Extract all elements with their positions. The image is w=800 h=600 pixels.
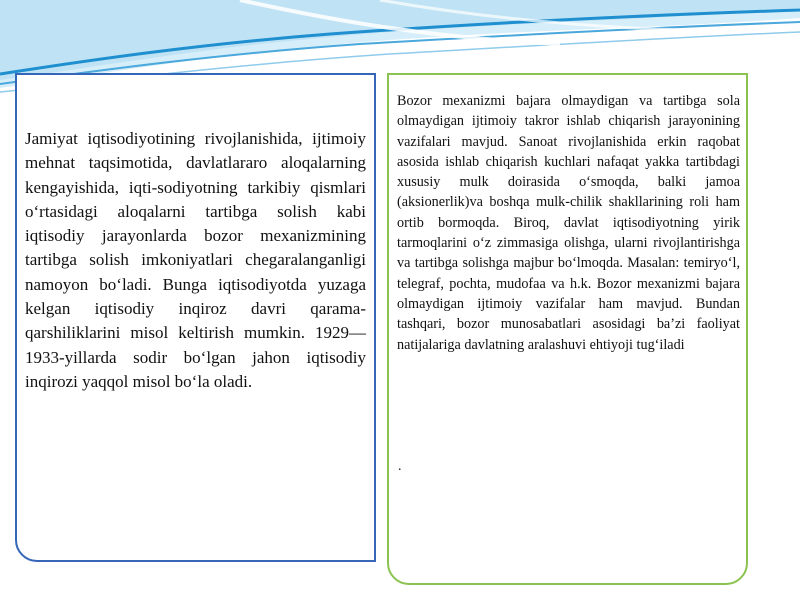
right-panel-trailing-mark: . <box>398 459 402 474</box>
right-text-panel <box>387 73 748 585</box>
left-text-panel <box>15 73 376 562</box>
left-panel-text: Jamiyat iqtisodiyotining rivojlanishida, ijtimoiy mehnat taqsimotida, davlatlararo aloqalarning kengayishida, iqti-sodiyotning tarkibiy qismlari o‘rtasidagi aloqalarni tartibga solish kabi iqtisodiy jarayonlarda bozor mexanizmining tartibga solish imkoniyatlari chegaralanganligi namoyon bo‘ladi. Bunga iqtisodiyotda yuzaga kelgan iqtisodiy inqiroz davri qarama-qarshiliklarini misol keltirish mumkin. 1929— 1933-yillarda sodir bo‘lgan jahon iqtisodiy inqirozi yaqqol misol bo‘la oladi. <box>25 129 366 391</box>
right-panel-text: Bozor mexanizmi bajara olmaydigan va tartibga sola olmaydigan ijtimoiy takror ishlab chiqarish jarayonining vazifalari mavjud. Sanoat rivojlanishida erkin raqobat asosida ishlab chiqarish kuchlari nafaqat yakka tartibdagi xususiy mulk doirasida o‘smoqda, balki jamoa (aksionerlik)va boshqa mulk-chilik shakllarining roli ham ortib bormoqda. Biroq, davlat iqtisodiyotning yirik tarmoqlarini o‘z zimmasiga olishga, ularni rivojlantirishga va tartibga solishga majbur bo‘lmoqda. Masalan: temiryo‘l, telegraf, pochta, mudofaa va h.k. Bozor mexanizmi bajara olmaydigan ijtimoiy vazifalar ham mavjud. Bundan tashqari, bozor munosabatlari asosidagi ba’zi faoliyat natijalariga davlatning aralashuvi ehtiyoji tug‘iladi <box>397 93 740 353</box>
